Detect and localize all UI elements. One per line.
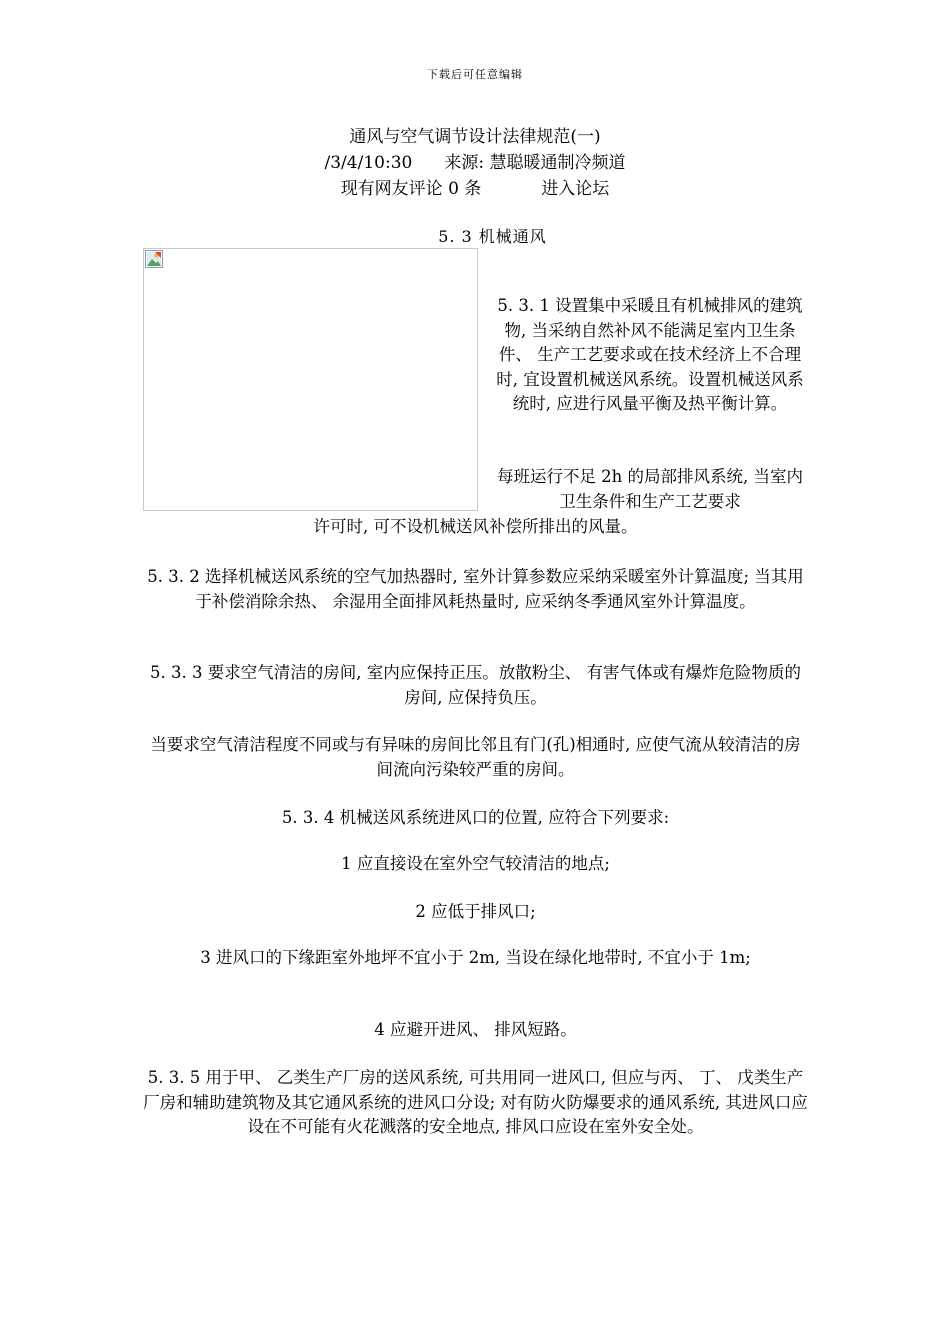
broken-image-icon [145, 250, 163, 268]
paragraph-5-3-3-b: 当要求空气清洁程度不同或与有异味的房间比邻且有门(孔)相通时, 应使气流从较清洁的房间流向污染较严重的房间。 [150, 735, 801, 779]
paragraph-5-3-2: 5. 3. 2 选择机械送风系统的空气加热器时, 室外计算参数应采纳采暖室外计算温度; 当其用于补偿消除余热、 余湿用全面排风耗热量时, 应采纳冬季通风室外计算温度。 [147, 567, 804, 611]
article-title: 通风与空气调节设计法律规范(一) [349, 127, 601, 147]
paragraph-5-3-1-note-end: 许可时, 可不设机械送风补偿所排出的风量。 [313, 517, 638, 536]
paragraph-5-3-3: 5. 3. 3 要求空气清洁的房间, 室内应保持正压。放散粉尘、 有害气体或有爆炸危险物质的房间, 应保持负压。 [150, 663, 801, 707]
comment-count[interactable]: 现有网友评论 0 条 [340, 179, 482, 199]
article-meta [0, 150, 950, 176]
article-comments-line [0, 176, 950, 202]
list-item-5-3-4-1: 1 应直接设在室外空气较清洁的地点; [341, 854, 610, 873]
list-item-5-3-4-2: 2 应低于排风口; [415, 902, 536, 921]
section-title: 5. 3 机械通风 [438, 227, 547, 246]
article-header [0, 124, 950, 202]
list-item-5-3-4-3: 3 进风口的下缘距室外地坪不宜小于 2m, 当设在绿化地带时, 不宜小于 1m; [200, 948, 751, 967]
paragraph-5-3-5: 5. 3. 5 用于甲、 乙类生产厂房的送风系统, 可共用同一进风口, 但应与丙、 丁、 戊类生产厂房和辅助建筑物及其它通风系统的进风口分设; 对有防火防爆要求的通风系统, 其进风口应设在不可能有火花溅落的安全地点, 排风口应设在室外安全处。 [143, 1068, 808, 1136]
article-date: /3/4/10:30 [324, 153, 413, 173]
list-item-5-3-4-4: 4 应避开进风、 排风短路。 [374, 1020, 577, 1039]
figure-placeholder [143, 248, 478, 511]
paragraph-5-3-1: 5. 3. 1 设置集中采暖且有机械排风的建筑物, 当采纳自然补风不能满足室内卫生条件、 生产工艺要求或在技术经济上不合理时, 宜设置机械送风系统。设置机械送风系统时, 应进行风量平衡及热平衡计算。 [496, 296, 804, 413]
forum-link[interactable]: 进入论坛 [541, 179, 610, 199]
paragraph-5-3-4: 5. 3. 4 机械送风系统进风口的位置, 应符合下列要求: [281, 808, 670, 827]
paragraph-5-3-1-note: 每班运行不足 2h 的局部排风系统, 当室内卫生条件和生产工艺要求 [496, 467, 804, 511]
watermark-text: 下载后可任意编辑 [427, 68, 523, 81]
article-source: 来源: 慧聪暖通制冷频道 [444, 153, 626, 173]
